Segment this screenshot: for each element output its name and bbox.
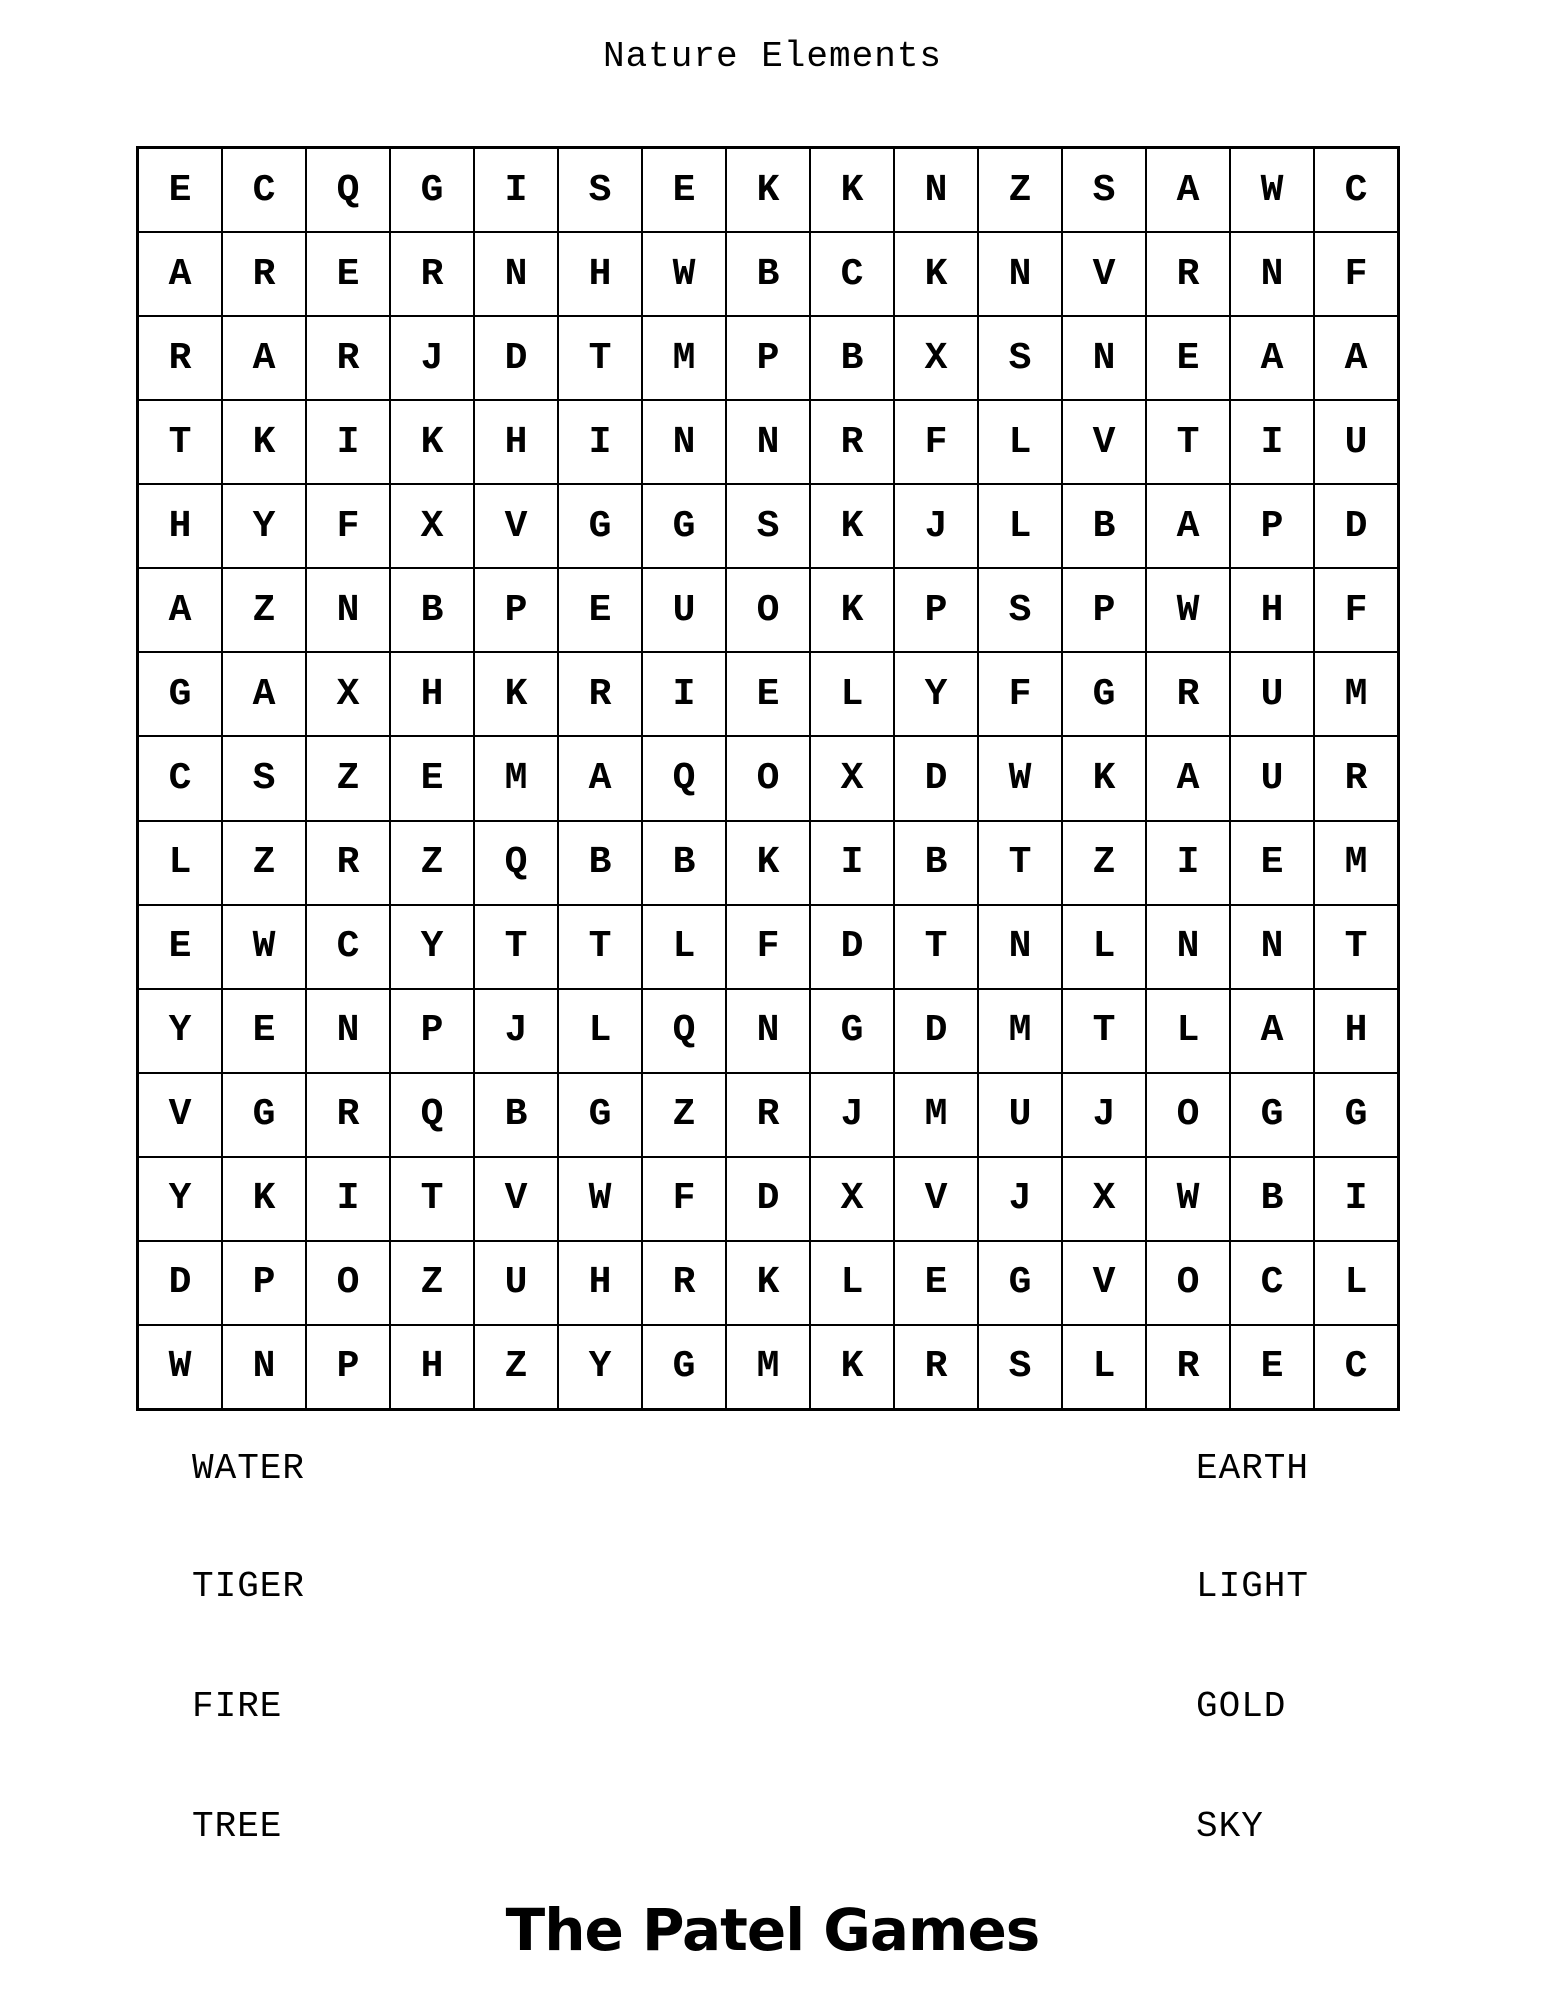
grid-cell[interactable]: I (1314, 1157, 1398, 1241)
grid-cell[interactable]: M (726, 1325, 810, 1409)
grid-cell[interactable]: K (222, 400, 306, 484)
grid-cell[interactable]: X (810, 736, 894, 820)
grid-cell[interactable]: H (558, 1241, 642, 1325)
grid-cell[interactable]: G (642, 484, 726, 568)
grid-cell[interactable]: N (474, 232, 558, 316)
grid-cell[interactable]: Y (894, 652, 978, 736)
grid-cell[interactable]: B (390, 568, 474, 652)
grid-cell[interactable]: F (306, 484, 390, 568)
grid-cell[interactable]: N (894, 148, 978, 232)
grid-cell[interactable]: D (894, 989, 978, 1073)
grid-cell[interactable]: D (726, 1157, 810, 1241)
grid-cell[interactable]: J (474, 989, 558, 1073)
grid-cell[interactable]: L (978, 400, 1062, 484)
grid-cell[interactable]: L (1314, 1241, 1398, 1325)
grid-cell[interactable]: V (474, 484, 558, 568)
grid-cell[interactable]: M (978, 989, 1062, 1073)
grid-cell[interactable]: C (1314, 1325, 1398, 1409)
grid-cell[interactable]: I (642, 652, 726, 736)
grid-cell[interactable]: T (1314, 905, 1398, 989)
grid-cell[interactable]: R (306, 316, 390, 400)
grid-cell[interactable]: E (306, 232, 390, 316)
grid-cell[interactable]: P (1230, 484, 1314, 568)
grid-cell[interactable]: P (222, 1241, 306, 1325)
grid-cell[interactable]: A (1146, 484, 1230, 568)
grid-cell[interactable]: B (894, 821, 978, 905)
grid-cell[interactable]: V (1062, 232, 1146, 316)
grid-cell[interactable]: A (138, 232, 222, 316)
grid-cell[interactable]: R (810, 400, 894, 484)
grid-cell[interactable]: I (306, 400, 390, 484)
grid-cell[interactable]: U (1314, 400, 1398, 484)
grid-cell[interactable]: A (222, 316, 306, 400)
grid-cell[interactable]: U (642, 568, 726, 652)
grid-cell[interactable]: Q (474, 821, 558, 905)
word-list-item: GOLD (1196, 1686, 1287, 1727)
grid-cell[interactable]: K (390, 400, 474, 484)
grid-cell[interactable]: C (138, 736, 222, 820)
grid-cell[interactable]: R (558, 652, 642, 736)
grid-cell[interactable]: E (390, 736, 474, 820)
grid-cell[interactable]: S (1062, 148, 1146, 232)
grid-cell[interactable]: G (1230, 1073, 1314, 1157)
grid-cell[interactable]: Z (390, 821, 474, 905)
grid-cell[interactable]: H (390, 652, 474, 736)
grid-cell[interactable]: L (138, 821, 222, 905)
grid-cell[interactable]: S (978, 316, 1062, 400)
grid-cell[interactable]: N (642, 400, 726, 484)
grid-cell[interactable]: S (222, 736, 306, 820)
grid-cell[interactable]: N (1230, 905, 1314, 989)
grid-cell[interactable]: D (138, 1241, 222, 1325)
grid-cell[interactable]: K (810, 484, 894, 568)
grid-cell[interactable]: A (1230, 989, 1314, 1073)
grid-cell[interactable]: N (978, 905, 1062, 989)
grid-cell[interactable]: L (1062, 1325, 1146, 1409)
grid-cell[interactable]: M (894, 1073, 978, 1157)
grid-cell[interactable]: N (726, 400, 810, 484)
puzzle-title: Nature Elements (602, 36, 943, 77)
grid-cell[interactable]: G (558, 484, 642, 568)
grid-cell[interactable]: N (1062, 316, 1146, 400)
grid-cell[interactable]: L (1146, 989, 1230, 1073)
grid-cell[interactable]: B (642, 821, 726, 905)
grid-cell[interactable]: W (222, 905, 306, 989)
grid-cell[interactable]: C (306, 905, 390, 989)
grid-cell[interactable]: G (138, 652, 222, 736)
grid-cell[interactable]: E (558, 568, 642, 652)
word-list-item: EARTH (1196, 1448, 1310, 1489)
grid-cell[interactable]: U (1230, 736, 1314, 820)
grid-cell[interactable]: A (222, 652, 306, 736)
grid-cell[interactable]: Y (138, 989, 222, 1073)
grid-cell[interactable]: N (222, 1325, 306, 1409)
grid-cell[interactable]: V (1062, 1241, 1146, 1325)
grid-cell[interactable]: U (978, 1073, 1062, 1157)
grid-cell[interactable]: C (810, 232, 894, 316)
grid-cell[interactable]: T (1146, 400, 1230, 484)
grid-cell[interactable]: F (894, 400, 978, 484)
grid-cell[interactable]: M (1314, 652, 1398, 736)
grid-cell[interactable]: L (810, 1241, 894, 1325)
grid-cell[interactable]: H (1314, 989, 1398, 1073)
grid-cell[interactable]: N (306, 989, 390, 1073)
word-list-item: TIGER (192, 1566, 306, 1607)
grid-cell[interactable]: X (894, 316, 978, 400)
grid-cell[interactable]: S (978, 1325, 1062, 1409)
grid-cell[interactable]: G (1062, 652, 1146, 736)
word-list-item: TREE (192, 1806, 283, 1847)
grid-cell[interactable]: O (1146, 1073, 1230, 1157)
grid-cell[interactable]: L (1062, 905, 1146, 989)
grid-cell[interactable]: A (1146, 736, 1230, 820)
grid-cell[interactable]: G (810, 989, 894, 1073)
grid-cell[interactable]: G (558, 1073, 642, 1157)
word-list-item: SKY (1196, 1806, 1264, 1847)
grid-cell[interactable]: U (474, 1241, 558, 1325)
grid-cell[interactable]: E (894, 1241, 978, 1325)
grid-cell[interactable]: A (138, 568, 222, 652)
grid-cell[interactable]: P (894, 568, 978, 652)
grid-cell[interactable]: X (810, 1157, 894, 1241)
grid-cell[interactable]: J (894, 484, 978, 568)
grid-cell[interactable]: J (390, 316, 474, 400)
grid-cell[interactable]: L (978, 484, 1062, 568)
grid-cell[interactable]: H (558, 232, 642, 316)
grid-cell[interactable]: P (726, 316, 810, 400)
grid-cell[interactable]: T (894, 905, 978, 989)
grid-cell[interactable]: B (1230, 1157, 1314, 1241)
grid-cell[interactable]: L (642, 905, 726, 989)
grid-cell[interactable]: V (1062, 400, 1146, 484)
grid-cell[interactable]: D (894, 736, 978, 820)
grid-cell[interactable]: W (558, 1157, 642, 1241)
grid-cell[interactable]: X (306, 652, 390, 736)
grid-cell[interactable]: F (726, 905, 810, 989)
word-list-item: WATER (192, 1448, 306, 1489)
grid-cell[interactable]: Y (222, 484, 306, 568)
grid-cell[interactable]: P (306, 1325, 390, 1409)
grid-cell[interactable]: R (1146, 652, 1230, 736)
grid-cell[interactable]: E (1230, 1325, 1314, 1409)
grid-cell[interactable]: L (558, 989, 642, 1073)
grid-cell[interactable]: V (894, 1157, 978, 1241)
grid-cell[interactable]: W (978, 736, 1062, 820)
grid-cell[interactable]: T (1062, 989, 1146, 1073)
grid-cell[interactable]: K (222, 1157, 306, 1241)
grid-cell[interactable]: M (642, 316, 726, 400)
grid-cell[interactable]: R (222, 232, 306, 316)
grid-cell[interactable]: Y (390, 905, 474, 989)
grid-cell[interactable]: R (138, 316, 222, 400)
grid-cell[interactable]: T (390, 1157, 474, 1241)
grid-cell[interactable]: J (978, 1157, 1062, 1241)
grid-cell[interactable]: K (474, 652, 558, 736)
grid-cell[interactable]: R (306, 821, 390, 905)
grid-cell[interactable]: K (1062, 736, 1146, 820)
grid-cell[interactable]: X (1062, 1157, 1146, 1241)
grid-cell[interactable]: I (558, 400, 642, 484)
grid-cell[interactable]: K (810, 568, 894, 652)
grid-cell[interactable]: E (138, 905, 222, 989)
grid-cell[interactable]: E (642, 148, 726, 232)
grid-cell[interactable]: E (138, 148, 222, 232)
grid-cell[interactable]: Q (306, 148, 390, 232)
grid-cell[interactable]: O (726, 568, 810, 652)
grid-cell[interactable]: I (1230, 400, 1314, 484)
grid-cell[interactable]: K (810, 1325, 894, 1409)
grid-cell[interactable]: D (1314, 484, 1398, 568)
grid-cell[interactable]: N (1230, 232, 1314, 316)
grid-cell[interactable]: Q (642, 989, 726, 1073)
grid-cell[interactable]: E (222, 989, 306, 1073)
grid-cell[interactable]: Q (642, 736, 726, 820)
grid-cell[interactable]: S (558, 148, 642, 232)
grid-cell[interactable]: K (810, 148, 894, 232)
grid-cell[interactable]: Z (390, 1241, 474, 1325)
grid-cell[interactable]: K (894, 232, 978, 316)
grid-cell[interactable]: M (474, 736, 558, 820)
grid-cell[interactable]: P (474, 568, 558, 652)
grid-cell[interactable]: R (1314, 736, 1398, 820)
grid-cell[interactable]: U (1230, 652, 1314, 736)
grid-cell[interactable]: N (978, 232, 1062, 316)
grid-cell[interactable]: F (978, 652, 1062, 736)
grid-cell[interactable]: Z (642, 1073, 726, 1157)
grid-cell[interactable]: A (1230, 316, 1314, 400)
word-list-item: FIRE (192, 1686, 283, 1727)
grid-cell[interactable]: H (1230, 568, 1314, 652)
grid-cell[interactable]: R (390, 232, 474, 316)
grid-cell[interactable]: X (390, 484, 474, 568)
grid-cell[interactable]: R (642, 1241, 726, 1325)
grid-cell[interactable]: I (306, 1157, 390, 1241)
grid-cell[interactable]: Z (474, 1325, 558, 1409)
grid-cell[interactable]: B (810, 316, 894, 400)
word-list-item: LIGHT (1196, 1566, 1310, 1607)
grid-cell[interactable]: H (474, 400, 558, 484)
grid-cell[interactable]: O (726, 736, 810, 820)
grid-cell[interactable]: S (978, 568, 1062, 652)
grid-cell[interactable]: B (1062, 484, 1146, 568)
grid-cell[interactable]: D (810, 905, 894, 989)
grid-cell[interactable]: Z (1062, 821, 1146, 905)
grid-cell[interactable]: R (894, 1325, 978, 1409)
grid-cell[interactable]: G (978, 1241, 1062, 1325)
grid-cell[interactable]: R (726, 1073, 810, 1157)
grid-cell[interactable]: Z (222, 568, 306, 652)
grid-cell[interactable]: J (810, 1073, 894, 1157)
grid-cell[interactable]: M (1314, 821, 1398, 905)
grid-cell[interactable]: K (726, 1241, 810, 1325)
grid-cell[interactable]: V (138, 1073, 222, 1157)
grid-cell[interactable]: N (306, 568, 390, 652)
grid-cell[interactable]: W (1146, 1157, 1230, 1241)
grid-cell[interactable]: Y (558, 1325, 642, 1409)
grid-cell[interactable]: T (138, 400, 222, 484)
grid-cell[interactable]: F (1314, 568, 1398, 652)
grid-cell[interactable]: E (726, 652, 810, 736)
grid-cell[interactable]: I (1146, 821, 1230, 905)
grid-cell[interactable]: L (810, 652, 894, 736)
grid-cell[interactable]: R (306, 1073, 390, 1157)
grid-cell[interactable]: Z (306, 736, 390, 820)
grid-cell[interactable]: H (138, 484, 222, 568)
grid-cell[interactable]: V (474, 1157, 558, 1241)
grid-cell[interactable]: E (1146, 316, 1230, 400)
grid-cell[interactable]: W (138, 1325, 222, 1409)
grid-cell[interactable]: G (222, 1073, 306, 1157)
grid-cell[interactable]: F (1314, 232, 1398, 316)
grid-cell[interactable]: R (1146, 232, 1230, 316)
grid-cell[interactable]: A (1146, 148, 1230, 232)
word-list (0, 1448, 1545, 1868)
grid-cell[interactable]: N (726, 989, 810, 1073)
grid-cell[interactable]: C (222, 148, 306, 232)
grid-cell[interactable]: O (1146, 1241, 1230, 1325)
grid-cell[interactable]: K (726, 148, 810, 232)
grid-cell[interactable]: W (1146, 568, 1230, 652)
grid-cell[interactable]: P (1062, 568, 1146, 652)
grid-cell[interactable]: W (1230, 148, 1314, 232)
grid-cell[interactable]: C (1314, 148, 1398, 232)
grid-cell[interactable]: T (558, 905, 642, 989)
grid-cell[interactable]: N (1146, 905, 1230, 989)
grid-cell[interactable]: D (474, 316, 558, 400)
grid-cell[interactable]: F (642, 1157, 726, 1241)
grid-cell[interactable]: A (558, 736, 642, 820)
grid-cell[interactable]: C (1230, 1241, 1314, 1325)
grid-cell[interactable]: O (306, 1241, 390, 1325)
grid-cell[interactable]: B (474, 1073, 558, 1157)
grid-cell[interactable]: T (558, 316, 642, 400)
grid-cell[interactable]: I (810, 821, 894, 905)
grid-cell[interactable]: T (474, 905, 558, 989)
grid-cell[interactable]: K (726, 821, 810, 905)
grid-cell[interactable]: Z (978, 148, 1062, 232)
grid-cell[interactable]: G (390, 148, 474, 232)
grid-cell[interactable]: G (642, 1325, 726, 1409)
brand-footer: The Patel Games (505, 1896, 1040, 1964)
grid-cell[interactable]: E (1230, 821, 1314, 905)
word-search-grid (136, 146, 1400, 1411)
grid-cell[interactable]: Q (390, 1073, 474, 1157)
grid-cell[interactable]: T (978, 821, 1062, 905)
grid-cell[interactable]: B (726, 232, 810, 316)
grid-cell[interactable]: B (558, 821, 642, 905)
grid-cell[interactable]: Y (138, 1157, 222, 1241)
grid-cell[interactable]: G (1314, 1073, 1398, 1157)
grid-cell[interactable]: H (390, 1325, 474, 1409)
grid-cell[interactable]: W (642, 232, 726, 316)
grid-cell[interactable]: I (474, 148, 558, 232)
grid-cell[interactable]: A (1314, 316, 1398, 400)
grid-cell[interactable]: R (1146, 1325, 1230, 1409)
grid-cell[interactable]: S (726, 484, 810, 568)
grid-cell[interactable]: Z (222, 821, 306, 905)
grid-cell[interactable]: J (1062, 1073, 1146, 1157)
grid-cell[interactable]: P (390, 989, 474, 1073)
